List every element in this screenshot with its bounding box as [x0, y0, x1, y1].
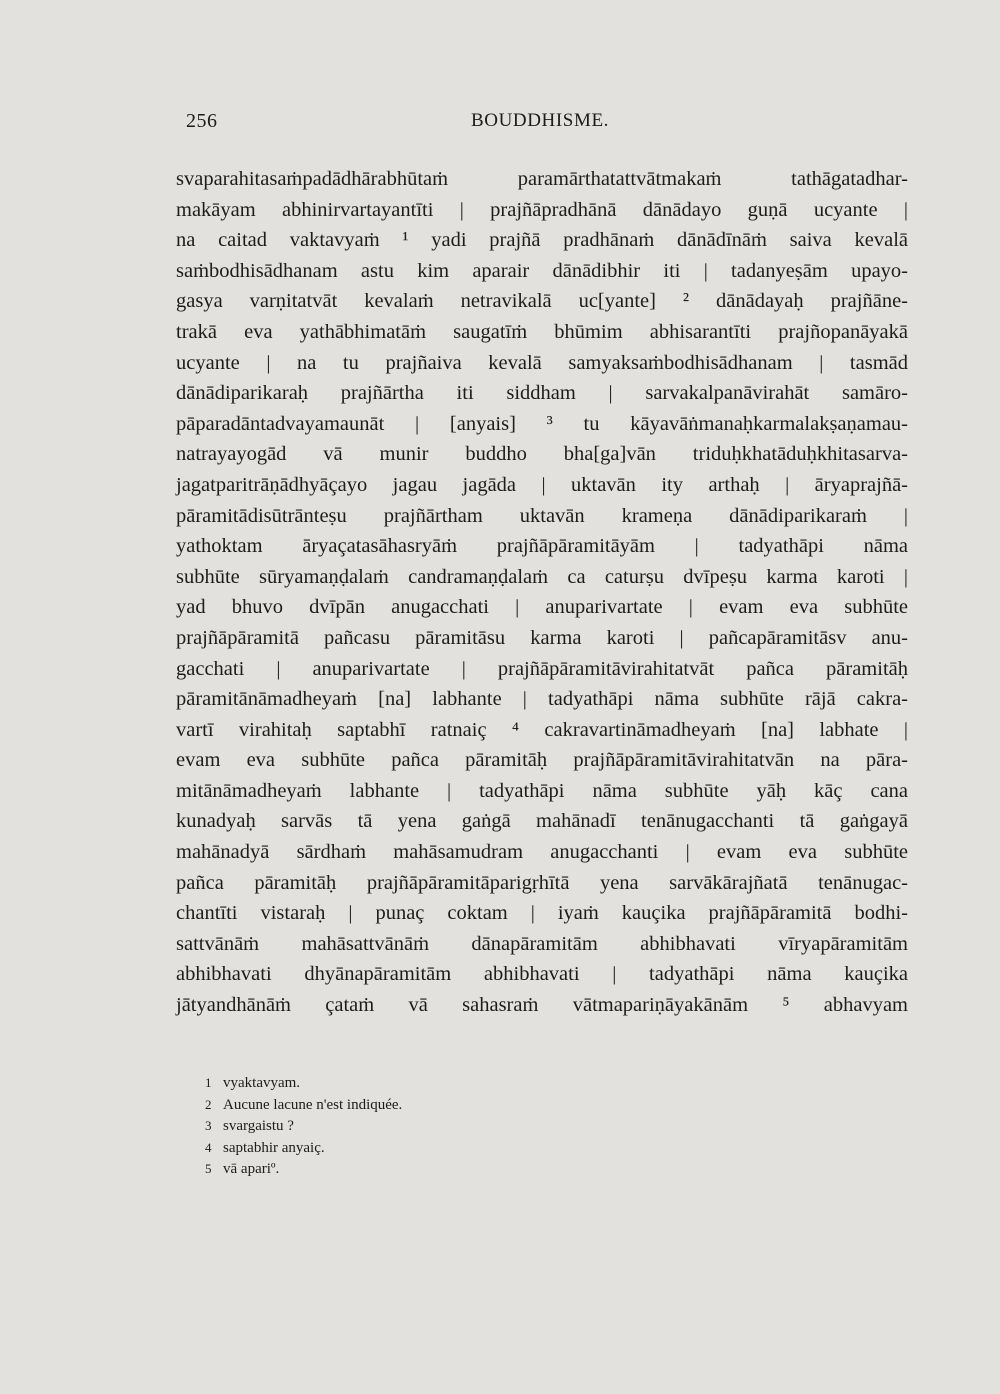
text-line: svaparahitasaṁpadādhārabhūtaṁ paramārthatattvātmakaṁ tathāgatadhar-: [176, 168, 908, 190]
running-title: BOUDDHISME.: [470, 110, 610, 131]
text-line: yathoktam āryaçatasāhasryāṁ prajñāpāramitāyām | tadyathāpi nāma: [176, 535, 908, 558]
text-line: sattvānāṁ mahāsattvānāṁ dānapāramitām abhibhavati vīryapāramitām: [176, 932, 908, 955]
text-line: pāramitānāmadheyaṁ [na] labhante | tadyathāpi nāma subhūte rājā cakra-: [176, 688, 908, 711]
text-line: dānādiparikaraḥ prajñārtha iti siddham | sarvakalpanāvirahāt samāro-: [176, 382, 908, 405]
text-line: prajñāpāramitā pañcasu pāramitāsu karma karoti | pañcapāramitāsv anu-: [176, 626, 908, 649]
text-line: makāyam abhinirvartayantīti | prajñāpradhānā dānādayo guṇā ucyante |: [176, 198, 908, 221]
text-line: abhibhavati dhyānapāramitām abhibhavati | tadyathāpi nāma kauçika: [176, 963, 908, 986]
footnote-text: svargaistu ?: [223, 1118, 294, 1134]
text-line: mahānadyā sārdhaṁ mahāsamudram anugacchanti | evam eva subhūte: [176, 841, 908, 864]
footnotes: [205, 1072, 605, 1180]
text-line: subhūte sūryamaṇḍalaṁ candramaṇḍalaṁ ca caturṣu dvīpeṣu karma karoti |: [176, 565, 908, 588]
text-line: natrayayogād vā munir buddho bha[ga]vān triduḥkhatāduḥkhitasarva-: [176, 443, 908, 466]
text-line: jagatparitrāṇādhyāçayo jagau jagāda | uktavān ity arthaḥ | āryaprajñā-: [176, 473, 908, 496]
footnote: [205, 1072, 605, 1094]
footnote: [205, 1158, 605, 1180]
footnote-mark: 3: [205, 1118, 212, 1133]
footnote-mark: 2: [205, 1096, 212, 1112]
text-line: yad bhuvo dvīpān anugacchati | anuparivartate | evam eva subhūte: [176, 596, 908, 619]
text-line: vartī virahitaḥ saptabhī ratnaiç ⁴ cakravartināmadheyaṁ [na] labhate |: [176, 718, 908, 741]
body-text: [176, 164, 908, 1021]
running-head: [180, 110, 900, 140]
footnote: [205, 1137, 605, 1159]
footnote: [205, 1115, 605, 1137]
text-line: gacchati | anuparivartate | prajñāpāramitāvirahitatvāt pañca pāramitāḥ: [176, 657, 908, 680]
page-number: 256: [186, 110, 218, 132]
footnote: [205, 1094, 605, 1116]
text-line: saṁbodhisādhanam astu kim aparair dānādibhir iti | tadanyeṣām upayo-: [176, 259, 908, 282]
text-line: ucyante | na tu prajñaiva kevalā samyaksaṁbodhisādhanam | tasmād: [176, 351, 908, 374]
text-line: kunadyaḥ sarvās tā yena gaṅgā mahānadī tenānugacchanti tā gaṅgayā: [176, 810, 908, 833]
text-line: jātyandhānāṁ çataṁ vā sahasraṁ vātmapariṇāyakānām ⁵ abhavyam: [176, 994, 908, 1017]
text-line: na caitad vaktavyaṁ ¹ yadi prajñā pradhānaṁ dānādīnāṁ saiva kevalā: [176, 229, 908, 252]
text-line: trakā eva yathābhimatāṁ saugatīṁ bhūmim abhisarantīti prajñopanāyakā: [176, 320, 908, 343]
text-line: evam eva subhūte pañca pāramitāḥ prajñāpāramitāvirahitatvān na pāra-: [176, 749, 908, 772]
footnote-text: vyaktavyam.: [223, 1075, 301, 1091]
text-line: chantīti vistaraḥ | punaç coktam | iyaṁ kauçika prajñāpāramitā bodhi-: [176, 902, 908, 925]
footnote-mark: 4: [205, 1139, 212, 1155]
text-line: mitānāmadheyaṁ labhante | tadyathāpi nāma subhūte yāḥ kāç cana: [176, 779, 908, 802]
footnote-text: vā apariº.: [223, 1161, 280, 1177]
footnote-mark: 5: [205, 1161, 212, 1176]
text-line: pāparadāntadvayamaunāt | [anyais] ³ tu kāyavāṅmanaḥkarmalakṣaṇamau-: [176, 412, 908, 435]
text-line: pāramitādisūtrānteṣu prajñārtham uktavān krameṇa dānādiparikaraṁ |: [176, 504, 908, 527]
footnote-mark: 1: [205, 1075, 212, 1090]
footnote-text: saptabhir anyaiç.: [223, 1139, 325, 1156]
text-line: pañca pāramitāḥ prajñāpāramitāparigṛhītā yena sarvākārajñatā tenānugac-: [176, 871, 908, 894]
text-line: gasya varṇitatvāt kevalaṁ netravikalā uc[yante] ² dānādayaḥ prajñāne-: [176, 290, 908, 313]
footnote-text: Aucune lacune n'est indiquée.: [223, 1096, 403, 1113]
